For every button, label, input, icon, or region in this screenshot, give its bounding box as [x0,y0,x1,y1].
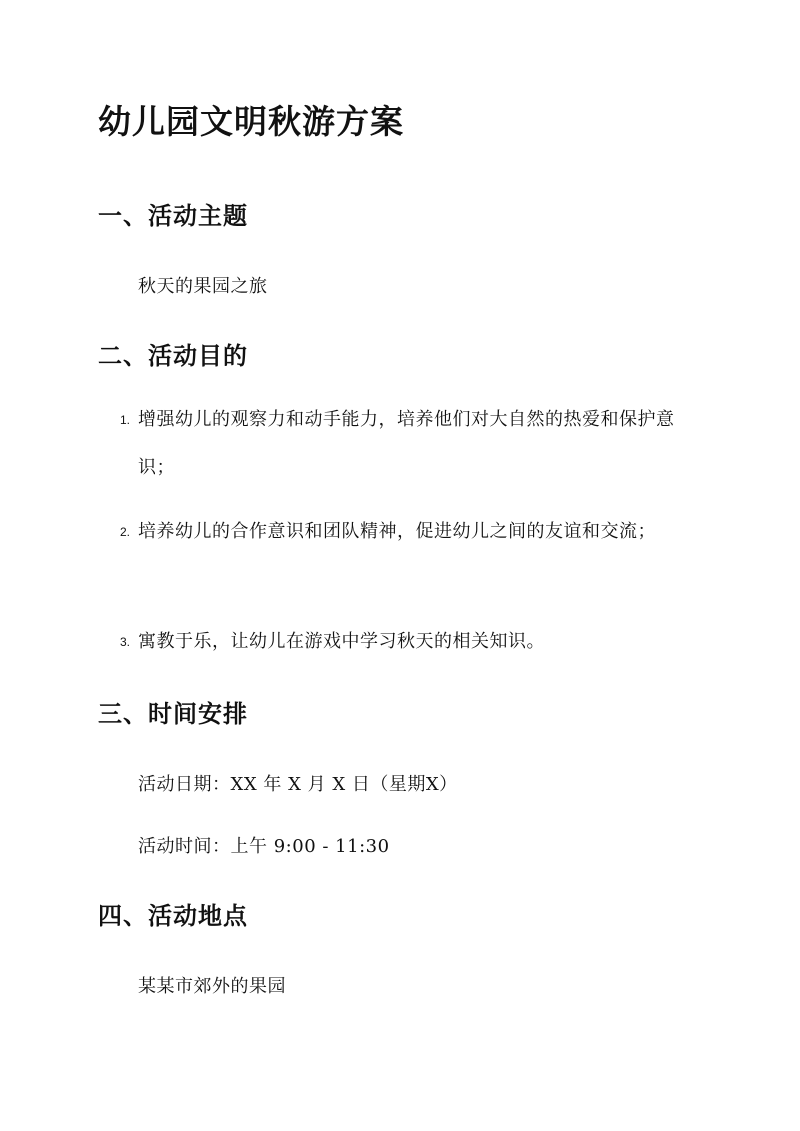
section-heading-schedule: 三、时间安排 [98,699,248,728]
list-text: 增强幼儿的观察力和动手能力，培养他们对大自然的热爱和保护意识； [138,409,675,478]
list-item [120,508,700,556]
theme-text: 秋天的果园之旅 [138,276,268,297]
list-number: 2. [120,525,131,539]
location-text: 某某市郊外的果园 [138,976,286,997]
section-heading-purpose: 二、活动目的 [98,341,248,370]
activity-time: 活动时间：上午 9:00 - 11:30 [138,836,390,857]
section-heading-location: 四、活动地点 [98,901,248,930]
activity-date: 活动日期：XX 年 X 月 X 日（星期X） [138,774,458,795]
list-number: 1. [120,413,131,427]
document-title: 幼儿园文明秋游方案 [98,102,404,141]
list-text: 寓教于乐，让幼儿在游戏中学习秋天的相关知识。 [138,631,545,652]
section-heading-theme: 一、活动主题 [98,201,248,230]
list-item [120,618,700,666]
list-item [120,396,700,492]
list-number: 3. [120,635,131,649]
list-text: 培养幼儿的合作意识和团队精神，促进幼儿之间的友谊和交流； [138,521,656,542]
